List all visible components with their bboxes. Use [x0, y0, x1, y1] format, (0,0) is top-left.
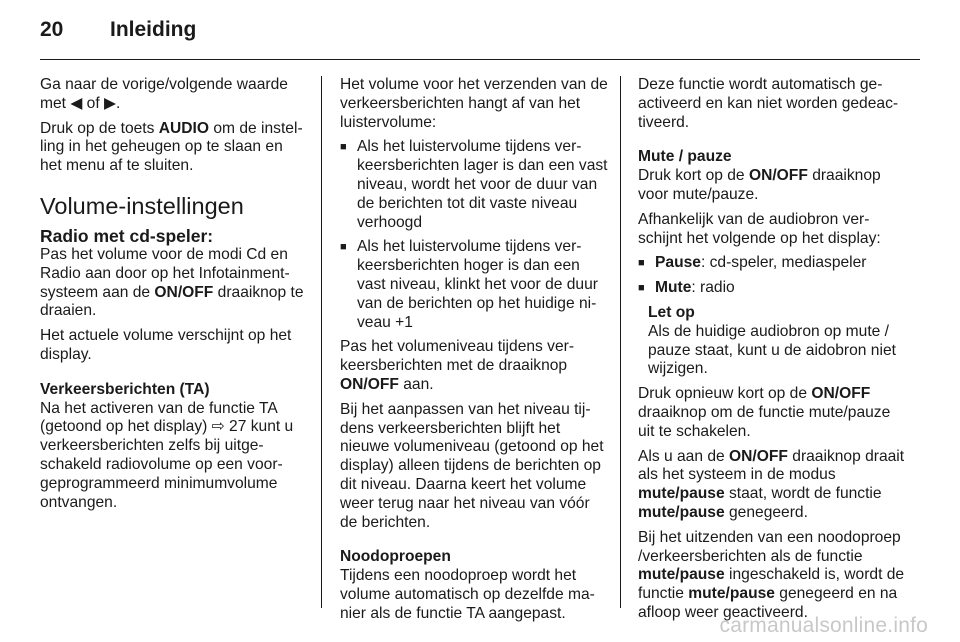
list-item: ■ Pause: cd-speler, mediaspeler — [638, 254, 908, 273]
list-item: ■ Mute: radio — [638, 279, 908, 298]
header-divider — [40, 59, 920, 60]
paragraph-unmute: Druk opnieuw kort op de ON/OFF draaiknop om de functie mute/pauze uit te schakelen. — [638, 385, 891, 440]
watermark: carmanualsonline.info — [719, 614, 928, 637]
note-box — [638, 304, 908, 379]
paragraph-display-depends: Afhankelijk van de audiobron verschijnt het volgende op het display: — [638, 210, 881, 247]
paragraph-turn-knob-muted: Als u aan de ON/OFF draaiknop draait als het systeem in de modus mute/pause staat, wordt de functie mute/pause genegeerd. — [638, 447, 905, 521]
paragraph-traffic-announcements: Na het activeren van de functie TA (getoond op het display) ⇨ 27 kunt u verkeersberichten zelfs bij uitgeschakeld radiovolume op een voorgeprogrammeerd minimumvolume ontvangen. — [40, 399, 294, 511]
column-1 — [40, 76, 308, 518]
paragraph-audio-key: Druk op de toets AUDIO om de instelling in het geheugen op te slaan en het menu af te sluiten. — [40, 119, 303, 175]
paragraph-adjust-volume: Pas het volume voor de modi Cd en Radio aan door op het Infotainmentsysteem aan de ON/OFF draaiknop te draaien. — [40, 245, 304, 320]
subheading-emergency-calls: Noodoproepen — [340, 548, 451, 566]
paragraph-adjust-ta-level: Pas het volumeniveau tijdens verkeersberichten met de draaiknop ON/OFF aan. — [340, 338, 575, 393]
list-item: ■ Als het luistervolume tijdens verkeersberichten hoger is dan een vast niveau, klinkt het voor de duur van de berichten op het huidige niveau +1 — [340, 238, 608, 332]
on-off-label: ON/OFF — [154, 283, 214, 301]
subheading-traffic-announcements: Verkeersberichten (TA) — [40, 380, 210, 398]
section-heading-volume: Volume-instellingen — [40, 192, 244, 219]
page-header — [40, 18, 196, 50]
paragraph-mute-press: Druk kort op de ON/OFF draaiknop voor mute/pauze. — [638, 167, 881, 203]
page-title: Inleiding — [110, 18, 197, 41]
on-off-label: ON/OFF — [340, 375, 399, 393]
on-off-label: ON/OFF — [748, 167, 808, 185]
subheading-mute-pause: Mute / pauze — [638, 148, 732, 166]
column-2 — [340, 76, 608, 630]
audio-key-label: AUDIO — [158, 119, 210, 137]
column-divider-2 — [620, 76, 621, 608]
paragraph-emergency-mute: Bij het uitzenden van een noodoproep /verkeersberichten als de functie mute/pause ingeschakeld is, wordt de functie mute/pause genegeerd en na afloop weer geactiveerd. — [638, 528, 905, 621]
note-label: Let op — [648, 303, 695, 321]
paragraph-auto-activated: Deze functie wordt automatisch geactiveerd en kan niet worden gedeactiveerd. — [638, 76, 899, 131]
paragraph-navigate: Ga naar de vorige/volgende waarde met ◀ of ▶. — [40, 76, 288, 112]
note-text: Als de huidige audiobron op mute / pauze staat, kunt u de aidobron niet wijzigen. — [648, 322, 896, 378]
column-divider-1 — [321, 76, 322, 608]
list-item: ■ Als het luistervolume tijdens verkeersberichten lager is dan een vast niveau, wordt het voor de duur van de berichten tot dit vaste niveau verhoogd — [340, 138, 608, 232]
subheading-radio-cd: Radio met cd-speler: — [40, 225, 214, 246]
page-number: 20 — [40, 18, 64, 41]
paragraph-ta-level-reset: Bij het aanpassen van het niveau tijdens verkeersberichten blijft het nieuwe volumeniveau (getoond op het display) alleen tijdens de berichten op dit niveau. Daarna keert het volume weer terug naar het niveau van vóór de berichten. — [340, 400, 604, 531]
paragraph-volume-display: Het actuele volume verschijnt op het display. — [40, 327, 292, 363]
paragraph-emergency-calls: Tijdens een noodoproep wordt het volume automatisch op dezelfde manier als de functie TA aangepast. — [340, 567, 595, 622]
on-off-label: ON/OFF — [811, 385, 871, 403]
bullet-list-mute-display — [638, 254, 908, 298]
page-reference-link[interactable]: ⇨ 27 kunt — [211, 418, 281, 436]
bullet-list-ta-volume — [340, 138, 608, 332]
column-3 — [638, 76, 908, 629]
paragraph-ta-volume: Het volume voor het verzenden van de verkeersberichten hangt af van het luistervolume: — [340, 76, 608, 131]
